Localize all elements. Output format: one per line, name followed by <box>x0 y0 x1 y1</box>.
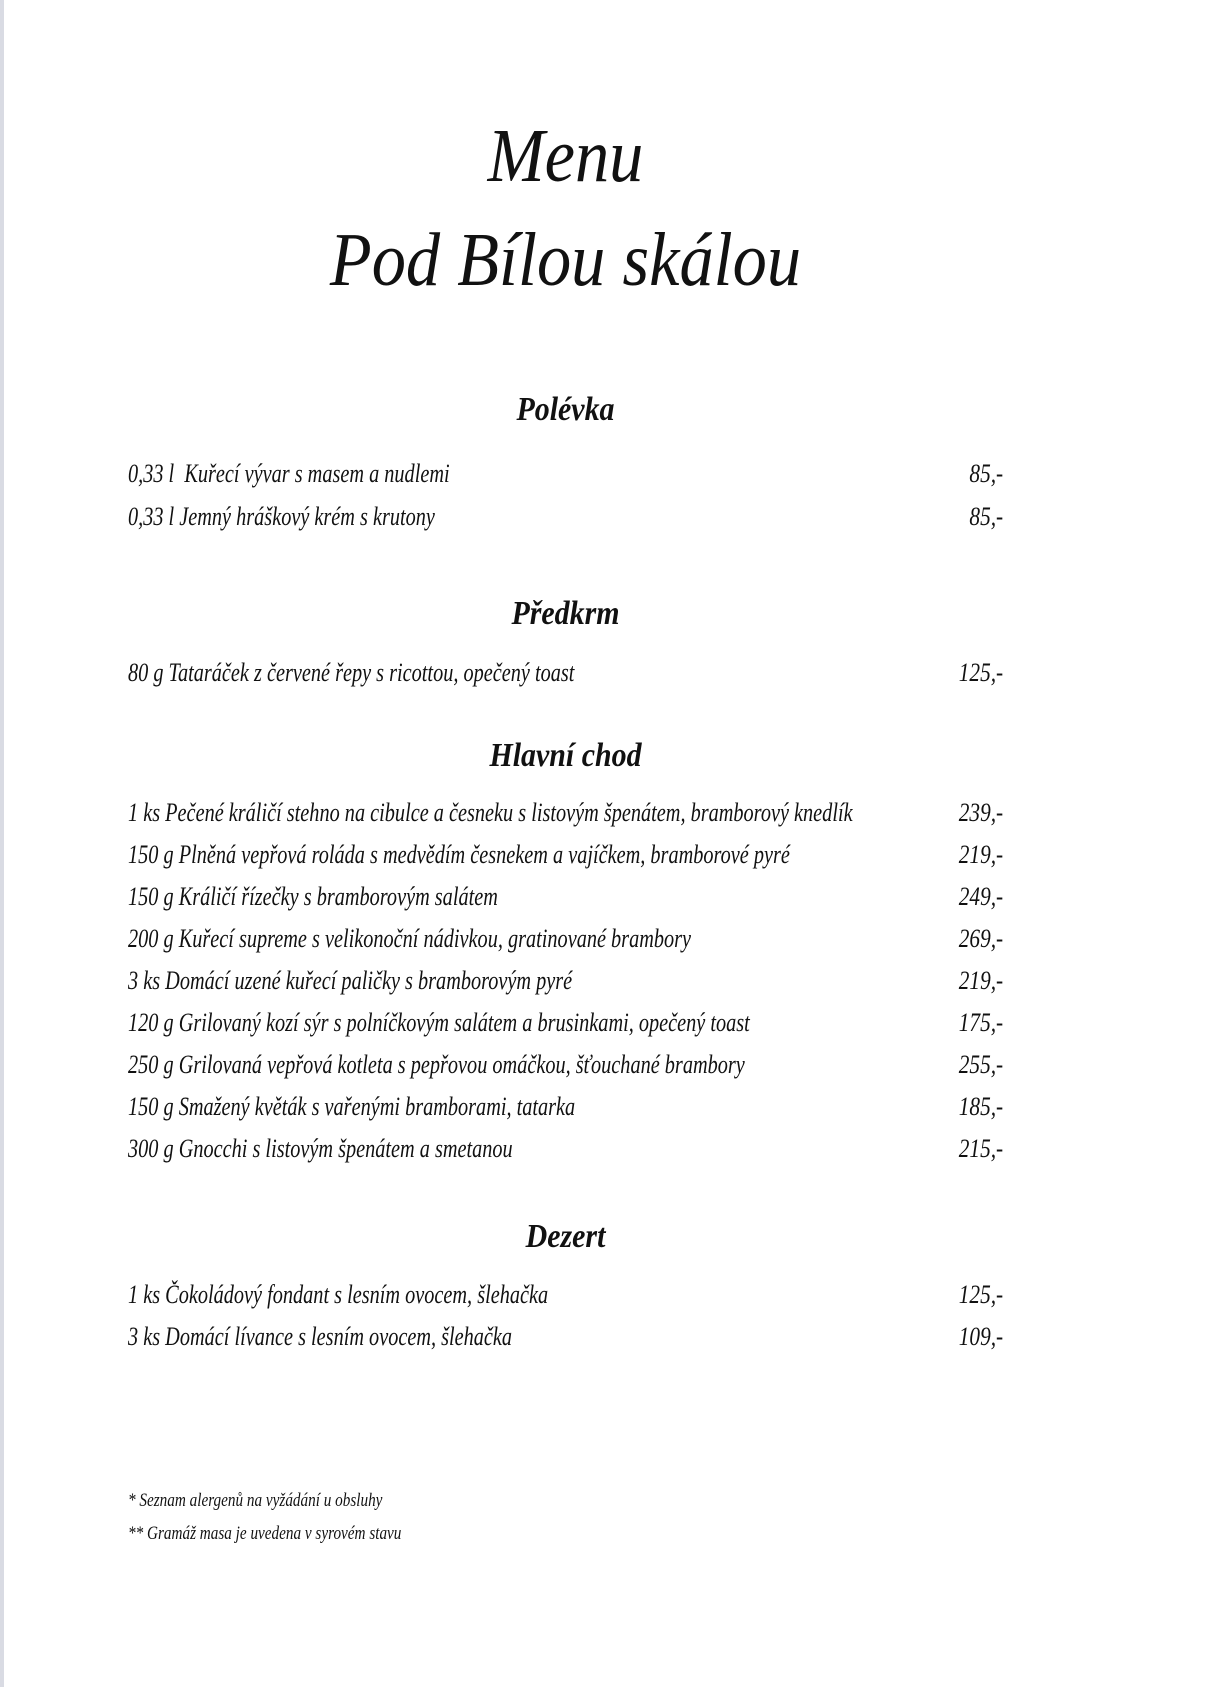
item-description: 80 g Tataráček z červené řepy s ricottou, opečený toast <box>128 657 575 687</box>
menu-item-row <box>128 798 1003 828</box>
item-price: 249,- <box>958 882 1003 912</box>
item-price: 109,- <box>958 1322 1003 1352</box>
section-soups <box>128 390 1003 532</box>
item-price: 239,- <box>958 798 1003 828</box>
item-description: 300 g Gnocchi s listovým špenátem a smetanou <box>128 1134 513 1164</box>
item-price: 219,- <box>958 840 1003 870</box>
item-price: 219,- <box>958 966 1003 996</box>
restaurant-name: Pod Bílou skálou <box>329 218 802 302</box>
menu-item-row <box>128 1134 1003 1164</box>
item-description: 150 g Plněná vepřová roláda s medvědím česnekem a vajíčkem, bramborové pyré <box>128 840 790 870</box>
menu-item-row <box>128 1008 1003 1038</box>
item-description: 3 ks Domácí uzené kuřecí paličky s bramborovým pyré <box>128 966 573 996</box>
item-description: 200 g Kuřecí supreme s velikonoční nádivkou, gratinované brambory <box>128 924 692 954</box>
menu-item-row <box>128 882 1003 912</box>
item-description: 0,33 l Kuřecí vývar s masem a nudlemi <box>128 458 450 488</box>
item-description: 1 ks Pečené králičí stehno na cibulce a česneku s listovým špenátem, bramborový knedlík <box>128 798 853 828</box>
menu-item-row <box>128 658 1003 688</box>
footnote-raw-weight: ** Gramáž masa je uvedena v syrovém stavu <box>128 1522 402 1544</box>
section-heading-starters: Předkrm <box>511 594 620 632</box>
section-heading-main-courses: Hlavní chod <box>489 736 642 774</box>
item-price: 255,- <box>958 1050 1003 1080</box>
item-description: 150 g Smažený květák s vařenými bramborami, tatarka <box>128 1092 576 1122</box>
section-heading-soups: Polévka <box>516 391 615 428</box>
item-price: 269,- <box>958 924 1003 954</box>
menu-item-row <box>128 966 1003 996</box>
section-main-courses <box>128 736 1003 1165</box>
item-price: 125,- <box>958 1280 1003 1310</box>
section-starters <box>128 594 1003 688</box>
item-price: 85,- <box>969 458 1003 488</box>
item-price: 185,- <box>958 1092 1003 1122</box>
menu-item-row <box>128 459 1003 489</box>
menu-item-row <box>128 1280 1003 1310</box>
menu-item-row <box>128 1322 1003 1352</box>
item-price: 175,- <box>958 1008 1003 1038</box>
menu-item-row <box>128 1050 1003 1080</box>
page-edge <box>0 0 4 1687</box>
menu-title: Menu <box>487 114 644 198</box>
item-price: 85,- <box>969 501 1003 531</box>
item-price: 125,- <box>958 657 1003 687</box>
menu-item-row <box>128 1092 1003 1122</box>
section-heading-desserts: Dezert <box>525 1218 606 1256</box>
item-description: 1 ks Čokoládový fondant s lesním ovocem, šlehačka <box>128 1280 549 1310</box>
footnote-allergens: * Seznam alergenů na vyžádání u obsluhy <box>128 1490 383 1512</box>
menu-content <box>128 0 1003 1546</box>
item-description: 3 ks Domácí lívance s lesním ovocem, šlehačka <box>128 1322 513 1352</box>
footnotes <box>128 1490 1003 1546</box>
item-description: 250 g Grilovaná vepřová kotleta s pepřovou omáčkou, šťouchané brambory <box>128 1050 745 1080</box>
item-description: 150 g Králičí řízečky s bramborovým salátem <box>128 882 498 912</box>
menu-item-row <box>128 502 1003 532</box>
item-price: 215,- <box>958 1134 1003 1164</box>
menu-item-row <box>128 840 1003 870</box>
section-desserts <box>128 1217 1003 1352</box>
menu-item-row <box>128 924 1003 954</box>
item-description: 120 g Grilovaný kozí sýr s polníčkovým salátem a brusinkami, opečený toast <box>128 1008 750 1038</box>
item-description: 0,33 l Jemný hráškový krém s krutony <box>128 501 435 531</box>
